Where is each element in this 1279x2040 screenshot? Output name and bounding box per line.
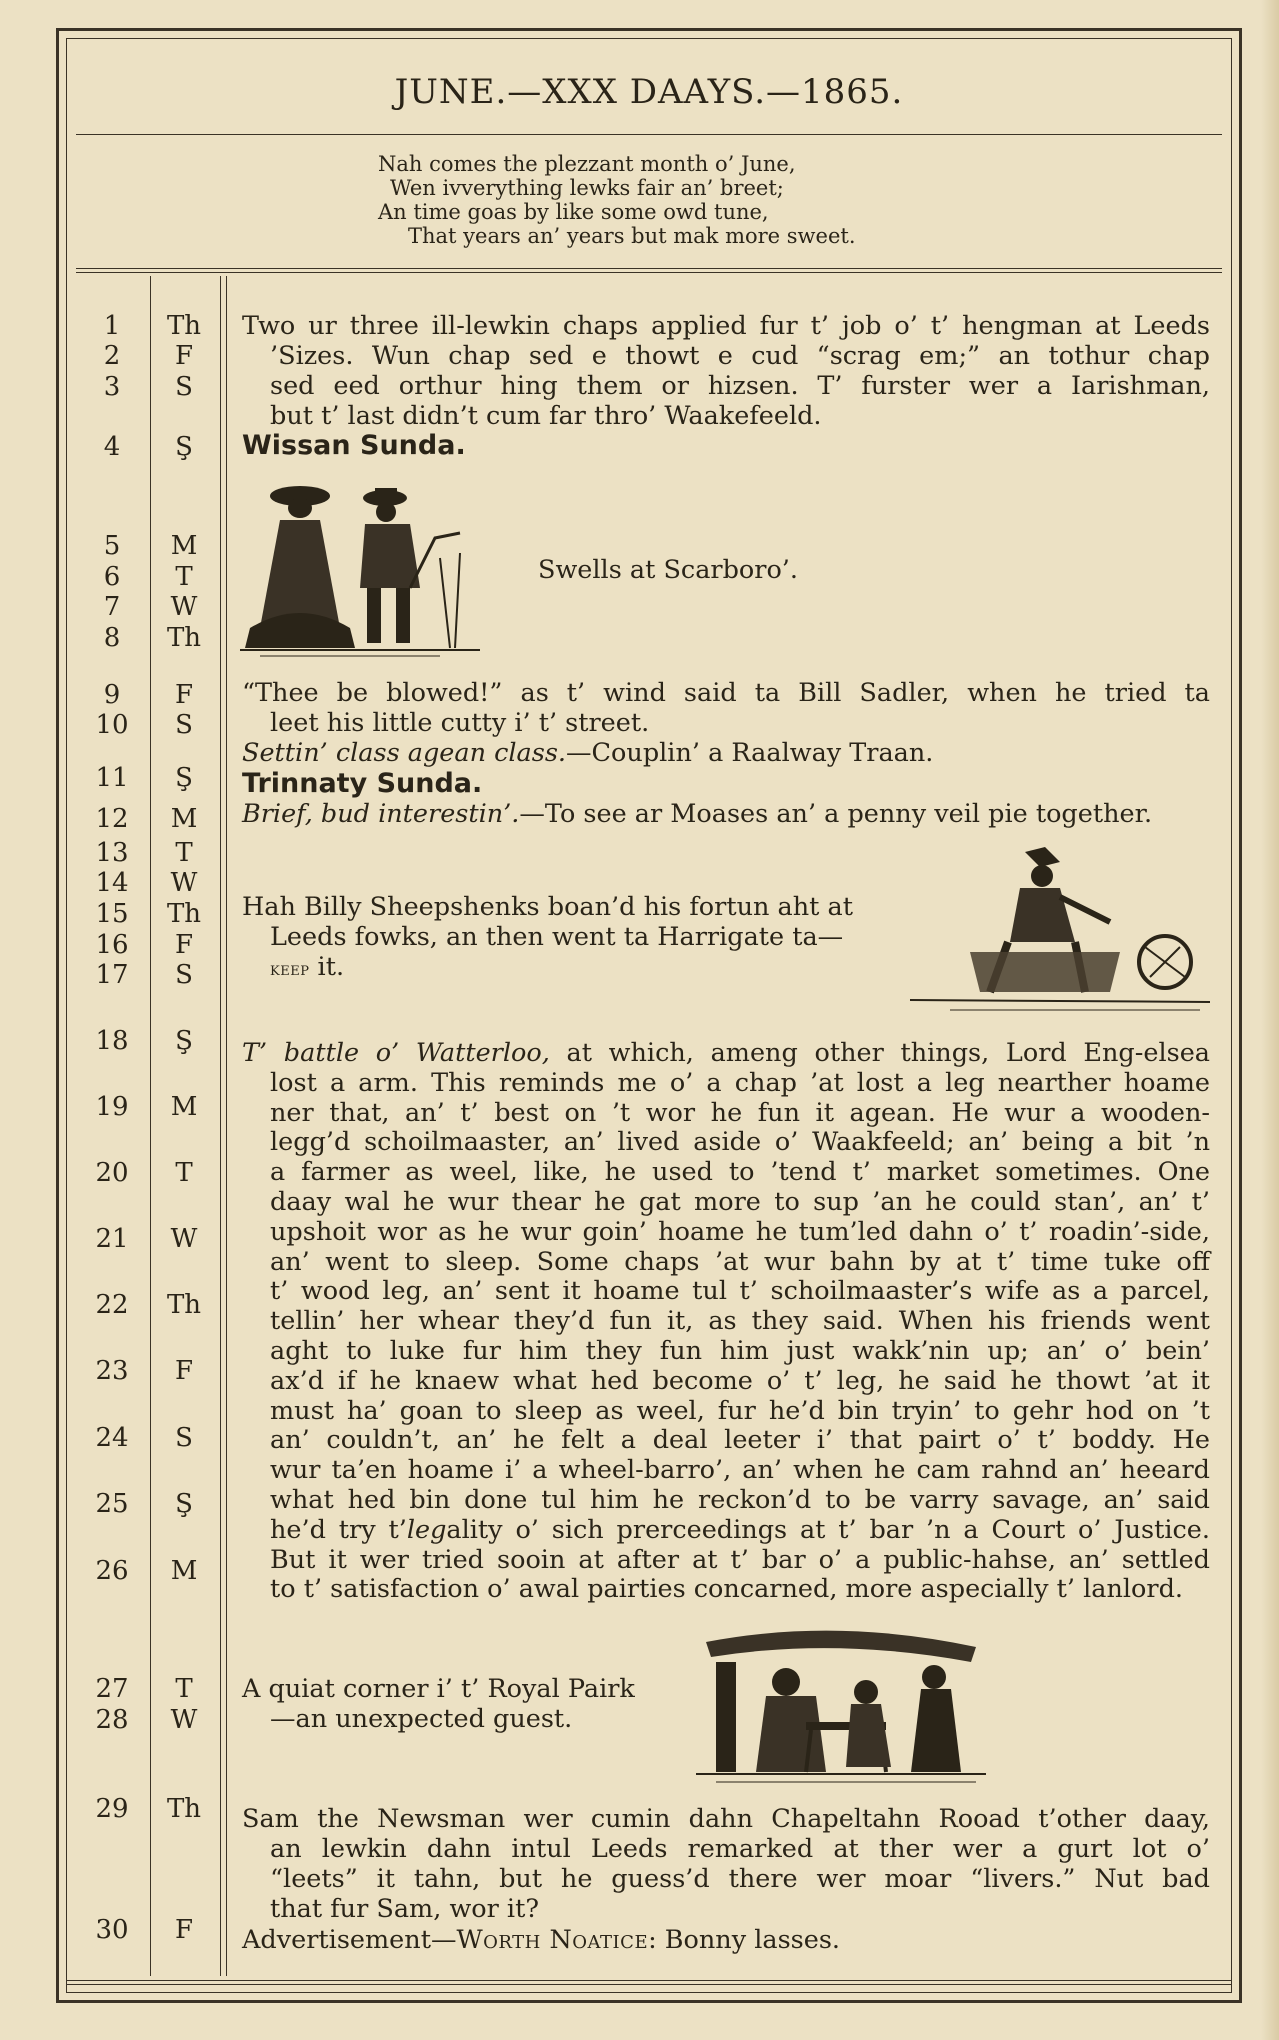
day-of-week: W xyxy=(170,592,198,622)
entry-blowed xyxy=(242,678,1210,738)
entry-text: ality o’ sich prerceedings at t’ bar ’n a Court o’ Justice. xyxy=(446,1514,1210,1545)
day-of-week: Th xyxy=(166,1290,202,1320)
day-of-week: W xyxy=(170,1705,198,1735)
day-of-week: Ş xyxy=(175,432,193,462)
entry-settin xyxy=(242,738,1210,768)
column-rule xyxy=(226,276,227,1976)
day-of-week: T xyxy=(175,838,193,868)
sunday-heading: Trinnaty Sunda. xyxy=(242,768,483,799)
verse-line: Wen ivverything lewks fair an’ breet; xyxy=(390,176,784,200)
day-of-week: Ş xyxy=(175,1026,193,1056)
park-bench-illustration xyxy=(676,1622,996,1788)
day-of-week: T xyxy=(175,562,193,592)
day-number: 25 xyxy=(95,1489,129,1519)
day-of-week: M xyxy=(170,531,198,561)
day-of-week: S xyxy=(175,372,193,402)
entry-line: ax’d if he knaew what hed become o’ t’ leg, he said he thowt ’at it xyxy=(270,1365,1210,1396)
day-number: 28 xyxy=(95,1705,129,1735)
entry-text: —To see ar Moases an’ a penny veil pie together. xyxy=(519,799,1153,829)
verse xyxy=(378,152,938,248)
day-number: 8 xyxy=(103,623,121,653)
bottom-divider xyxy=(66,1980,1232,1985)
day-of-week: Ş xyxy=(175,763,193,793)
day-number: 4 xyxy=(103,432,121,462)
entry-line: but t’ last didn’t cum far thro’ Waakefeeld. xyxy=(270,401,822,431)
day-of-week: F xyxy=(174,1915,194,1945)
day-of-week: Ş xyxy=(175,1489,193,1519)
title-divider xyxy=(76,134,1222,135)
day-number: 24 xyxy=(95,1423,129,1453)
entry-smallcaps: keep xyxy=(270,959,310,980)
verse-line: Nah comes the plezzant month o’ June, xyxy=(378,152,796,176)
day-number: 20 xyxy=(95,1158,129,1188)
verse-line: An time goas by like some owd tune, xyxy=(378,200,769,224)
day-number: 21 xyxy=(95,1224,129,1254)
entry-line: to t’ satisfaction o’ awal pairties concarned, more aspecially t’ lanlord. xyxy=(270,1574,1183,1605)
entry-text: Advertisement— xyxy=(242,1925,457,1955)
day-number: 23 xyxy=(95,1356,129,1386)
entry-line: must ha’ goan to sleep as weel, fur he’d bin tryin’ to gehr hod on ’t xyxy=(270,1395,1210,1426)
entry-line: “leets” it tahn, but he guess’d there wer moar “livers.” Nut bad xyxy=(270,1864,1210,1894)
entry-smallcaps: Worth Noatice xyxy=(456,1925,649,1955)
entry-line: —an unexpected guest. xyxy=(270,1704,573,1734)
entry-line: an’ couldn’t, an’ he felt a deal leeter i’ that pairt o’ t’ boddy. He xyxy=(270,1425,1210,1456)
day-number: 15 xyxy=(95,899,129,929)
day-number: 11 xyxy=(95,763,129,793)
day-of-week: W xyxy=(170,1224,198,1254)
entry-line: Sam the Newsman wer cumin dahn Chapeltahn Rooad t’other daay, xyxy=(242,1804,1210,1834)
entry-text: —Couplin’ a Raalway Traan. xyxy=(566,738,934,768)
entry-newsman xyxy=(242,1804,1210,1924)
day-number: 17 xyxy=(95,960,129,990)
day-of-week: F xyxy=(174,1356,194,1386)
day-number: 10 xyxy=(95,710,129,740)
entry-brief xyxy=(242,799,1210,829)
day-of-week: Th xyxy=(166,899,202,929)
verse-divider xyxy=(76,268,1222,273)
day-of-week: F xyxy=(174,930,194,960)
day-number: 3 xyxy=(103,372,121,402)
entry-line: leet his little cutty i’ t’ street. xyxy=(270,708,650,738)
day-number: 26 xyxy=(95,1556,129,1586)
day-of-week: F xyxy=(174,680,194,710)
day-number: 14 xyxy=(95,868,129,898)
day-number: 27 xyxy=(95,1674,129,1704)
entry-billy xyxy=(242,892,922,982)
entry-line: t’ wood leg, an’ sent it hoame tul t’ schoilmaaster’s wife as a parcel, xyxy=(270,1276,1210,1307)
day-number: 1 xyxy=(103,311,121,341)
entry-line: wur ta’en hoame i’ a wheel-barro’, an’ when he cam rahnd an’ heeard xyxy=(270,1455,1210,1486)
day-of-week: S xyxy=(175,1423,193,1453)
entry-hengman xyxy=(242,311,1210,431)
entry-line: legg’d schoilmaaster, an’ lived aside o’ Waakfeeld; an’ being a bit ’n xyxy=(270,1127,1210,1158)
entry-text: he’d try t’ xyxy=(270,1514,407,1545)
page-edge-shadow xyxy=(1261,0,1279,2040)
day-of-week: F xyxy=(174,341,194,371)
entry-text: : Bonny lasses. xyxy=(648,1925,841,1955)
entry-text: it. xyxy=(309,952,345,982)
day-number: 22 xyxy=(95,1290,129,1320)
day-of-week: S xyxy=(175,710,193,740)
day-of-week: M xyxy=(170,1092,198,1122)
entry-line: an lewkin dahn intul Leeds remarked at ther wer a gurt lot o’ xyxy=(270,1834,1210,1864)
day-number: 5 xyxy=(103,531,121,561)
day-number: 2 xyxy=(103,341,121,371)
verse-line: That years an’ years but mak more sweet. xyxy=(408,224,856,248)
entry-line: “Thee be blowed!” as t’ wind said ta Bill Sadler, when he tried ta xyxy=(242,678,1210,708)
day-of-week: M xyxy=(170,804,198,834)
entry-line: a farmer as weel, like, he used to ’tend t’ market sometimes. One xyxy=(270,1157,1210,1188)
day-of-week: W xyxy=(170,868,198,898)
entry-line: that fur Sam, wor it? xyxy=(270,1894,539,1924)
entry-italic: leg xyxy=(406,1514,447,1545)
entry-line: daay wal he wur thear he gat more to sup ’an he could stan’, an’ t’ xyxy=(270,1186,1210,1217)
day-number: 9 xyxy=(103,680,121,710)
entry-line: tellin’ her whear they’d fun it, as they said. When his friends went xyxy=(270,1306,1210,1337)
man-with-barrow-illustration xyxy=(910,842,1210,1022)
entry-line: Hah Billy Sheepshenks boan’d his fortun aht at xyxy=(242,892,853,922)
day-number: 19 xyxy=(95,1092,129,1122)
illustration-caption: Swells at Scarboro’. xyxy=(538,555,799,585)
entry-line: Leeds fowks, an then went ta Harrigate ta— xyxy=(270,922,844,952)
entry-line: an’ went to sleep. Some chaps ’at wur bahn by at t’ time tuke off xyxy=(270,1246,1210,1277)
entry-line: lost a arm. This reminds me o’ a chap ’at lost a leg nearther hoame xyxy=(270,1067,1210,1098)
entry-line: what hed bin done tul him he reckon’d to be varry savage, an’ said xyxy=(270,1484,1210,1515)
day-number: 6 xyxy=(103,562,121,592)
entry-line: aght to luke fur him they fun him just wakk’nin up; an’ o’ bein’ xyxy=(270,1335,1210,1366)
day-of-week: S xyxy=(175,960,193,990)
day-number: 16 xyxy=(95,930,129,960)
day-number: 29 xyxy=(95,1794,129,1824)
entry-italic: Settin’ class agean class. xyxy=(242,738,567,768)
entry-advert xyxy=(242,1925,1210,1955)
entry-line: sed eed orthur hing them or hizsen. T’ furster wer a Iarishman, xyxy=(270,371,1210,401)
page-title: JUNE.—XXX DAAYS.—1865. xyxy=(394,72,904,112)
entry-line: A quiat corner i’ t’ Royal Pairk xyxy=(242,1674,635,1704)
entry-italic: Brief, bud interestin’. xyxy=(242,799,520,829)
entry-line: Two ur three ill-lewkin chaps applied fur t’ job o’ t’ hengman at Leeds xyxy=(242,311,1210,341)
entry-text: at which, ameng other things, Lord Eng-elsea xyxy=(549,1038,1210,1068)
couple-at-seaside-illustration xyxy=(240,478,540,660)
day-number: 12 xyxy=(95,804,129,834)
day-of-week: Th xyxy=(166,623,202,653)
day-of-week: Th xyxy=(166,311,202,341)
entry-line: ’Sizes. Wun chap sed e thowt e cud “scrag em;” an tothur chap xyxy=(270,341,1210,371)
sunday-heading: Wissan Sunda. xyxy=(242,430,466,461)
day-number: 18 xyxy=(95,1026,129,1056)
day-of-week: T xyxy=(175,1158,193,1188)
day-of-week: Th xyxy=(166,1794,202,1824)
entry-line: But it wer tried sooin at after at t’ bar o’ a public-hahse, an’ settled xyxy=(270,1544,1210,1575)
entry-italic: T’ battle o’ Watterloo, xyxy=(242,1038,550,1068)
column-rule xyxy=(220,276,221,1976)
entry-quiat xyxy=(242,1674,682,1734)
day-of-week: M xyxy=(170,1556,198,1586)
day-of-week: T xyxy=(175,1674,193,1704)
entry-line: upshoit wor as he wur goin’ hoame he tum’led dahn o’ t’ roadin’-side, xyxy=(270,1216,1210,1247)
column-rule xyxy=(150,276,151,1976)
day-number: 30 xyxy=(95,1915,129,1945)
day-number: 13 xyxy=(95,838,129,868)
entry-watterloo xyxy=(242,1039,1210,1605)
day-number: 7 xyxy=(103,592,121,622)
entry-line: ner that, an’ t’ best on ’t wor he fun it agean. He wur a wooden- xyxy=(270,1097,1210,1128)
